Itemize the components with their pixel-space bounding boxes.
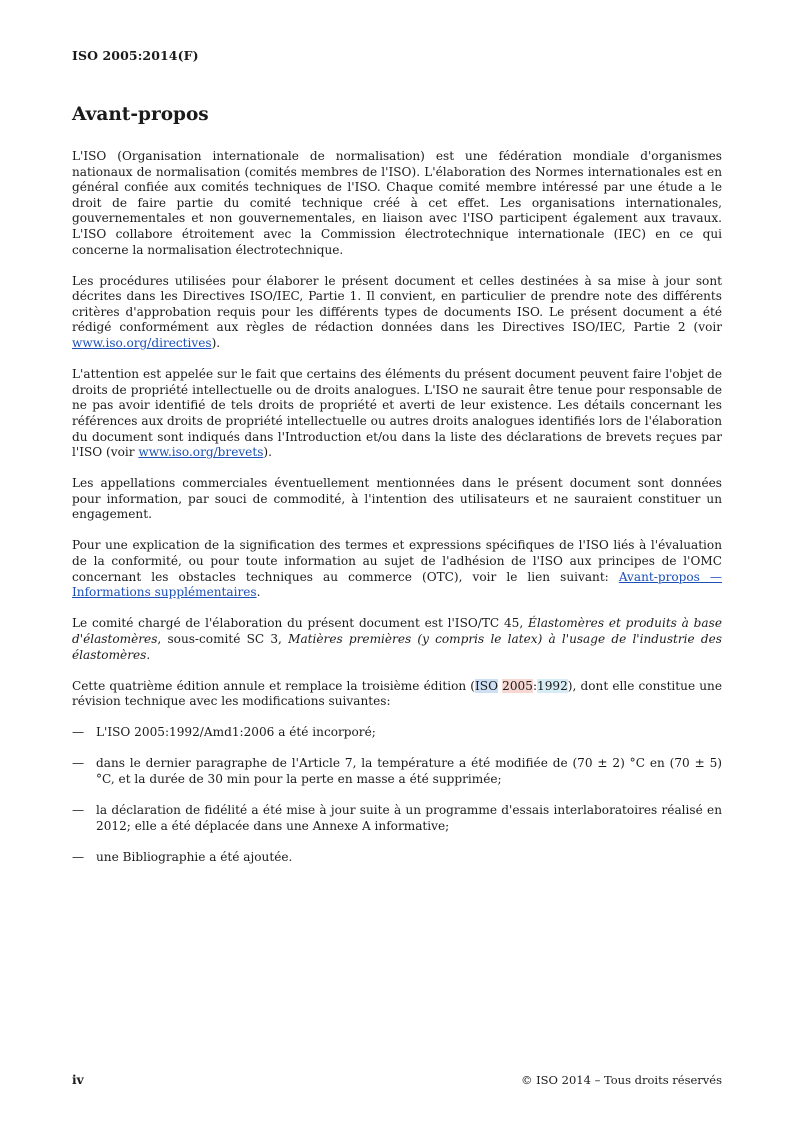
section-title: Avant-propos: [72, 104, 209, 125]
foreword-info-link[interactable]: Avant-propos — Informations supplémentaires: [72, 569, 723, 600]
paragraph-trade-names: Les appellations commerciales éventuellement mentionnées dans le présent document sont données pour information, par souci de commodité, à l'intention des utilisateurs et ne sauraient constituer un engagement.: [72, 476, 722, 522]
paragraph-committee: Le comité chargé de l'élaboration du présent document est l'ISO/TC 45, Élastomères et produits à base d'élastomères, sous-comité SC 3, Matières premières (y compris le latex) à l'usage de l'industrie des élastomères.: [72, 616, 722, 662]
dash-bullet: —: [72, 803, 85, 818]
dash-bullet: —: [72, 725, 85, 740]
subcommittee-title: Matières premières (y compris le latex) à l'usage de l'industrie des élastomères: [72, 631, 722, 662]
paragraph-patents: L'attention est appelée sur le fait que certains des éléments du présent document peuvent faire l'objet de droits de propriété intellectuelle ou de droits analogues. L'ISO ne saurait être tenue pour responsable de ne pas avoir identifié de tels droits de propriété et averti de leur existence. Les détails concernant les références aux droits de propriété intellectuelle ou autres droits analogues identifiés lors de l'élaboration du document sont indiqués dans l'Introduction et/ou dans la liste des déclarations de brevets reçues par l'ISO (voir www.iso.org/brevets).: [72, 367, 722, 460]
list-item: — la déclaration de fidélité a été mise à jour suite à un programme d'essais interlaboratoires réalisé en 2012; elle a été déplacée dans une Annexe A informative;: [72, 803, 722, 833]
page-number: iv: [72, 1073, 84, 1087]
copyright-notice: © ISO 2014 – Tous droits réservés: [520, 1073, 722, 1087]
reference-number: 2005: [502, 678, 533, 693]
paragraph-iso-intro: L'ISO (Organisation internationale de normalisation) est une fédération mondiale d'organismes nationaux de normalisation (comités membres de l'ISO). L'élaboration des Normes internationales est en général confiée aux comités techniques de l'ISO. Chaque comité membre intéressé par une étude a le droit de faire partie du comité technique créé à cet effet. Les organisations internationales, gouvernementales et non gouvernementales, en liaison avec l'ISO participent également aux travaux. L'ISO collabore étroitement avec la Commission électrotechnique internationale (IEC) en ce qui concerne la normalisation électrotechnique.: [72, 149, 722, 257]
list-item: — dans le dernier paragraphe de l'Article 7, la température a été modifiée de (70 ± 2) °C en (70 ± 5) °C, et la durée de 30 min pour la perte en masse a été supprimée;: [72, 756, 722, 786]
committee-title: Élastomères et produits à base d'élastomères: [72, 616, 722, 646]
list-item: — L'ISO 2005:1992/Amd1:2006 a été incorporé;: [72, 725, 376, 740]
patents-link[interactable]: www.iso.org/brevets: [138, 445, 264, 460]
list-item: — une Bibliographie a été ajoutée.: [72, 849, 293, 864]
dash-bullet: —: [72, 756, 85, 771]
dash-bullet: —: [72, 849, 85, 864]
changes-list: [72, 725, 722, 865]
foreword-body: [72, 149, 722, 881]
paragraph-edition: Cette quatrième édition annule et remplace la troisième édition (ISO 2005:1992), dont elle constitue une révision technique avec les modifications suivantes:: [72, 678, 722, 709]
reference-year: 1992: [537, 678, 568, 693]
paragraph-conformity: Pour une explication de la signification des termes et expressions spécifiques de l'ISO liés à l'évaluation de la conformité, ou pour toute information au sujet de l'adhésion de l'ISO aux principes de l'OMC concernant les obstacles techniques au commerce (OTC), voir le lien suivant: Avant-propos — Informations supplémentaires.: [72, 538, 723, 600]
reference-iso: ISO: [475, 678, 498, 693]
document-page: [72, 0, 722, 1122]
document-identifier: ISO 2005:2014(F): [72, 48, 199, 63]
paragraph-procedures: Les procédures utilisées pour élaborer le présent document et celles destinées à sa mise à jour sont décrites dans les Directives ISO/IEC, Partie 1. Il convient, en particulier de prendre note des différents critères d'approbation requis pour les différents types de documents ISO. Le présent document a été rédigé conformément aux règles de rédaction données dans les Directives ISO/IEC, Partie 2 (voir www.iso.org/directives).: [72, 273, 722, 351]
directives-link[interactable]: www.iso.org/directives: [72, 336, 212, 351]
